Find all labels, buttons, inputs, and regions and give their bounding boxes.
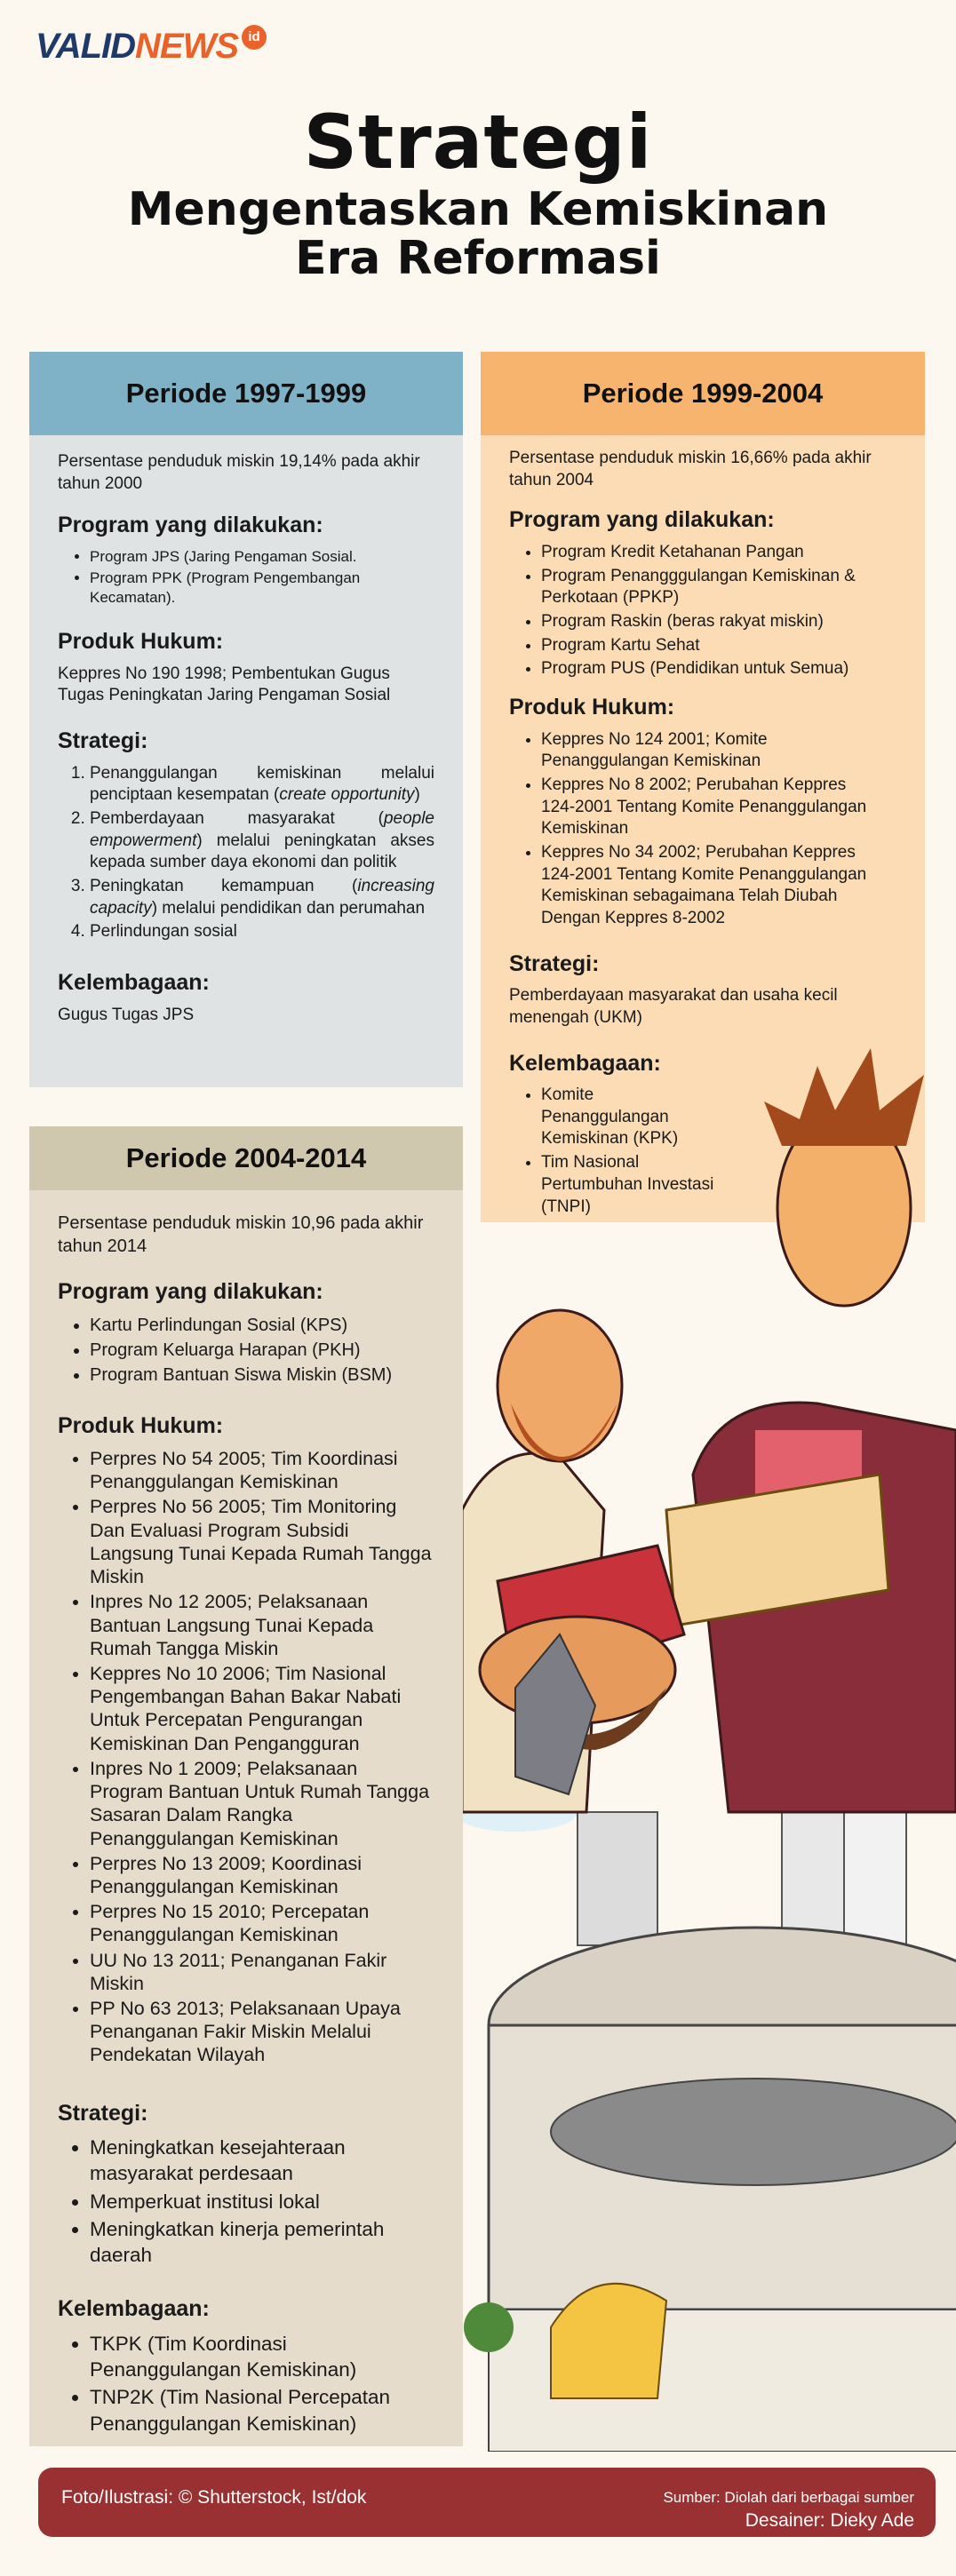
program-title: Program yang dilakukan:: [509, 507, 775, 533]
list-item: • Program Bantuan Siswa Miskin (BSM): [90, 1364, 434, 1387]
list-item: • Inpres No 12 2005; Pelaksanaan Bantuan Langsung Tunai Kepada Rumah Tangga Miskin: [90, 1590, 434, 1660]
list-item: 2. Pemberdayaan masyarakat (people empowerment) melalui peningkatan akses kepada sumber daya ekonomi dan politik: [90, 808, 434, 874]
logo-id-badge: id: [242, 25, 267, 50]
list-item: • Keppres No 124 2001; Komite Penanggulangan Kemiskinan: [541, 729, 870, 773]
list-item: 4. Perlindungan sosial: [90, 921, 434, 943]
stadium-seats: [551, 2079, 956, 2185]
legal-list: [509, 729, 896, 930]
list-item: • Program Kartu Sehat: [541, 635, 896, 657]
program-list: [509, 542, 896, 680]
validnews-logo: [36, 27, 267, 80]
poverty-stat: Persentase penduduk miskin 19,14% pada akhir tahun 2000: [58, 452, 420, 493]
list-item: • Program Raskin (beras rakyat miskin): [541, 611, 896, 633]
panel-heading: Periode 2004-2014: [29, 1126, 463, 1190]
list-item: • Program PPK (Program Pengembangan Kecamatan).: [90, 568, 434, 608]
list-item: • PP No 63 2013; Pelaksanaan Upaya Penanganan Fakir Miskin Melalui Pendekatan Wilayah: [90, 1997, 434, 2067]
strategy-title: Strategi:: [58, 2100, 148, 2126]
page-title: Strategi: [303, 99, 653, 186]
institution-text: Gugus Tugas JPS: [58, 1005, 195, 1024]
page-subtitle-line1: Mengentaskan Kemiskinan: [127, 183, 829, 236]
strategy-text: Pemberdayaan masyarakat dan usaha kecil menengah (UKM): [509, 986, 838, 1027]
legal-title: Produk Hukum:: [509, 695, 675, 720]
list-item: • Program Penangggulangan Kemiskinan & Perkotaan (PPKP): [541, 566, 896, 609]
institution-title: Kelembagaan:: [509, 1050, 661, 1076]
poverty-stat: Persentase penduduk miskin 16,66% pada akhir tahun 2004: [509, 449, 872, 489]
list-item: • Keppres No 34 2002; Perubahan Keppres 124-2001 Tentang Komite Penanggulangan Kemiskinan sebagaimana Telah Diubah Dengan Keppres 8-2002: [541, 842, 870, 930]
list-item: • Keppres No 8 2002; Perubahan Keppres 124-2001 Tentang Komite Penanggulangan Kemiskinan: [541, 775, 870, 840]
photo-credit: Foto/Ilustrasi: © Shutterstock, Ist/dok: [61, 2487, 367, 2508]
person-face-left: [498, 1310, 622, 1461]
panel-2004-2014: [29, 1126, 463, 2446]
illustration: [462, 1013, 956, 2452]
program-list: [58, 1314, 434, 1387]
panel-heading: Periode 1997-1999: [29, 352, 463, 435]
list-item: • UU No 13 2011; Penanganan Fakir Miskin: [90, 1949, 434, 1995]
list-item: • Program JPS (Jaring Pengaman Sosial.: [90, 547, 434, 567]
institution-list: [58, 2331, 434, 2437]
strategy-list: [58, 2135, 434, 2268]
legal-list: [58, 1447, 434, 2067]
strategy-list: [58, 763, 434, 944]
panel-heading: Periode 1999-2004: [481, 352, 925, 435]
list-item: • Memperkuat institusi lokal: [90, 2189, 434, 2214]
list-item: • Perpres No 56 2005; Tim Monitoring Dan Evaluasi Program Subsidi Langsung Tunai Kepada Rumah Tangga Miskin: [90, 1495, 434, 1588]
building: [578, 1812, 657, 1945]
source-note: Sumber: Diolah dari berbagai sumber: [663, 2489, 914, 2506]
strategy-title: Strategi:: [509, 950, 600, 976]
institution-title: Kelembagaan:: [58, 2296, 210, 2322]
list-item: • Kartu Perlindungan Sosial (KPS): [90, 1314, 434, 1337]
institution-title: Kelembagaan:: [58, 970, 210, 996]
tree: [464, 2302, 514, 2352]
poverty-stat: Persentase penduduk miskin 10,96 pada akhir tahun 2014: [58, 1213, 424, 1256]
program-list: [58, 547, 434, 608]
list-item: • Meningkatkan kesejahteraan masyarakat perdesaan: [90, 2135, 434, 2187]
program-title: Program yang dilakukan:: [58, 513, 323, 538]
list-item: 1. Penanggulangan kemiskinan melalui penciptaan kesempatan (create opportunity): [90, 763, 434, 807]
program-title: Program yang dilakukan:: [58, 1279, 323, 1304]
list-item: • Meningkatkan kinerja pemerintah daerah: [90, 2216, 434, 2269]
list-item: • TNP2K (Tim Nasional Percepatan Penanggulangan Kemiskinan): [90, 2384, 434, 2437]
legal-text: Keppres No 190 1998; Pembentukan Gugus Tugas Peningkatan Jaring Pengaman Sosial: [58, 664, 391, 705]
legal-title: Produk Hukum:: [58, 629, 224, 655]
list-item: • Inpres No 1 2009; Pelaksanaan Program Bantuan Untuk Rumah Tangga Sasaran Dalam Rangka Penanggulangan Kemiskinan: [90, 1757, 434, 1850]
list-item: • Komite Penanggulangan Kemiskinan (KPK): [541, 1085, 719, 1150]
list-item: • Program PUS (Pendidikan untuk Semua): [541, 658, 896, 680]
person-hair: [764, 1048, 924, 1146]
logo-valid-text: VALID: [36, 27, 136, 66]
designer-credit: Desainer: Dieky Ade: [745, 2510, 914, 2531]
list-item: • Program Kredit Ketahanan Pangan: [541, 542, 896, 564]
logo-news-text: NEWS: [135, 27, 239, 66]
footer-bar: [38, 2468, 936, 2537]
legal-title: Produk Hukum:: [58, 1412, 224, 1438]
list-item: 3. Peningkatan kemampuan (increasing capacity) melalui pendidikan dan perumahan: [90, 876, 434, 919]
list-item: • Perpres No 13 2009; Koordinasi Penanggulangan Kemiskinan: [90, 1852, 434, 1898]
list-item: • Tim Nasional Pertumbuhan Investasi (TNPI): [541, 1152, 719, 1218]
page-subtitle-line2: Era Reformasi: [295, 232, 661, 285]
panel-1997-1999: [29, 352, 463, 1087]
list-item: • TKPK (Tim Koordinasi Penanggulangan Kemiskinan): [90, 2331, 434, 2383]
list-item: • Perpres No 54 2005; Tim Koordinasi Penanggulangan Kemiskinan: [90, 1447, 434, 1493]
strategy-title: Strategi:: [58, 728, 148, 754]
list-item: • Program Keluarga Harapan (PKH): [90, 1339, 434, 1362]
list-item: • Perpres No 15 2010; Percepatan Penanggulangan Kemiskinan: [90, 1900, 434, 1946]
list-item: • Keppres No 10 2006; Tim Nasional Pengembangan Bahan Bakar Nabati Untuk Percepatan Pengurangan Kemiskinan Dan Pengangguran: [90, 1662, 434, 1755]
